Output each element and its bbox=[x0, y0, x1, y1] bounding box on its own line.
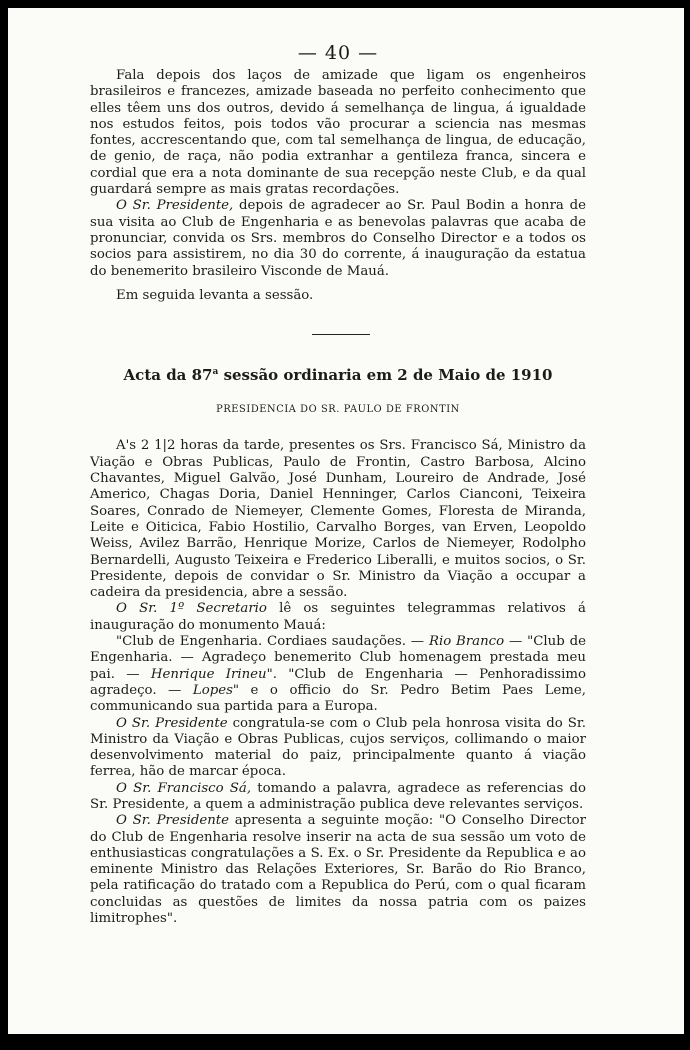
speaker-presidente: O Sr. Presidente bbox=[116, 715, 228, 731]
signature-henrique-irineu: Henrique Irineu bbox=[150, 666, 267, 682]
paragraph-secretario: O Sr. 1º Secretario lê os seguintes telegrammas relativos á inauguração do monumento Mauá: bbox=[90, 601, 586, 633]
paragraph-mocao: O Sr. Presidente apresenta a seguinte moção: "O Conselho Director do Club de Engenharia resolve inserir na acta de sua sessão um voto de enthusiasticas congratulações a S. Ex. o Sr. Presidente da Republica e ao eminente Ministro das Relações Exteriores, Sr. Barão do Rio Branco, pela ratificação do tratado com a Republica do Perú, com o qual ficaram concluidas as questões de limites da nossa patria com os paizes limitrophes". bbox=[90, 813, 586, 927]
paragraph-attendance: A's 2 1|2 horas da tarde, presentes os Srs. Francisco Sá, Ministro da Viação e Obras Publicas, Paulo de Frontin, Castro Barbosa, Alcino Chavantes, Miguel Galvão, José Dunham, Loureiro de Andrade, José Americo, Chagas Doria, Daniel Henninger, Carlos Cianconi, Teixeira Soares, Conrado de Niemeyer, Clemente Gomes, Floresta de Miranda, Leite e Oiticica, Fabio Hostilio, Carvalho Borges, van Erven, Leopoldo Weiss, Avilez Barrão, Henrique Morize, Carlos de Niemeyer, Rodolpho Bernardelli, Augusto Teixeira e Frederico Liberalli, e muitos socios, o Sr. Presidente, depois de convidar o Sr. Ministro da Viação a occupar a cadeira da presidencia, abre a sessão. bbox=[90, 438, 586, 601]
paragraph-telegrams: "Club de Engenharia. Cordiaes saudações. — Rio Branco — "Club de Engenharia. — Agradeço benemerito Club homenagem prestada meu pai. — Henrique Irineu". "Club de Engenharia — Penhoradissimo agradeço. — Lopes" e o officio do Sr. Pedro Betim Paes Leme, communicando sua partida para a Europa. bbox=[90, 634, 587, 715]
signature-lopes: Lopes bbox=[192, 682, 233, 698]
speaker-secretario: O Sr. 1º Secretario bbox=[116, 601, 267, 617]
speaker-presidente: O Sr. Presidente bbox=[116, 813, 229, 829]
presidencia-heading: PRESIDENCIA DO SR. PAULO DE FRONTIN bbox=[216, 404, 460, 416]
closing-line: Em seguida levanta a sessão. bbox=[116, 287, 314, 303]
speaker-francisco-sa: O Sr. Francisco Sá, bbox=[116, 780, 252, 796]
speaker-presidente: O Sr. Presidente, bbox=[116, 198, 234, 214]
paragraph-presidente-congratula: O Sr. Presidente congratula-se com o Club pela honrosa visita do Sr. Ministro da Viação e Obras Publicas, cujos serviços, collimando o maior desenvolvimento material do paiz, principalmente quanto á viação ferrea, hão de marcar época. bbox=[90, 715, 586, 780]
signature-rio-branco: Rio Branco bbox=[428, 634, 505, 650]
paragraph-ministro: O Sr. Francisco Sá, tomando a palavra, agradece as referencias do Sr. Presidente, a quem a administração publica deve relevantes serviços. bbox=[90, 780, 587, 812]
paragraph-text: depois de agradecer ao Sr. Paul Bodin a honra de sua visita ao Club de Engenharia e as benevolas palavras que acaba de pronunciar, convida os Srs. membros do Conselho Director e a todos os socios para assistirem, no dia 30 do corrente, á inauguração da estatua do benemerito brasileiro Visconde de Mauá. bbox=[90, 198, 586, 279]
paragraph-presidente-invite bbox=[90, 198, 586, 279]
section-divider bbox=[312, 334, 370, 335]
document-page bbox=[8, 8, 684, 1034]
page-number: — 40 — bbox=[297, 42, 379, 64]
paragraph-bodin-speech: Fala depois dos laços de amizade que ligam os engenheiros brasileiros e francezes, amizade baseada no perfeito conhecimento que elles têem uns dos outros, devido á semelhança de lingua, á igualdade nos estudos feitos, pois todos vão procurar a sciencia nas mesmas fontes, accrescentando que, com tal semelhança de lingua, de educação, de genio, de raça, não podia extranhar a gentileza franca, sincera e cordial que era a nota dominante de sua recepção neste Club, e da qual guardará sempre as mais gratas recordações. bbox=[90, 68, 586, 198]
acta-title: Acta da 87$^a$ sessão ordinaria em 2 de Maio de 1910 bbox=[123, 366, 553, 385]
text-column bbox=[90, 8, 586, 927]
